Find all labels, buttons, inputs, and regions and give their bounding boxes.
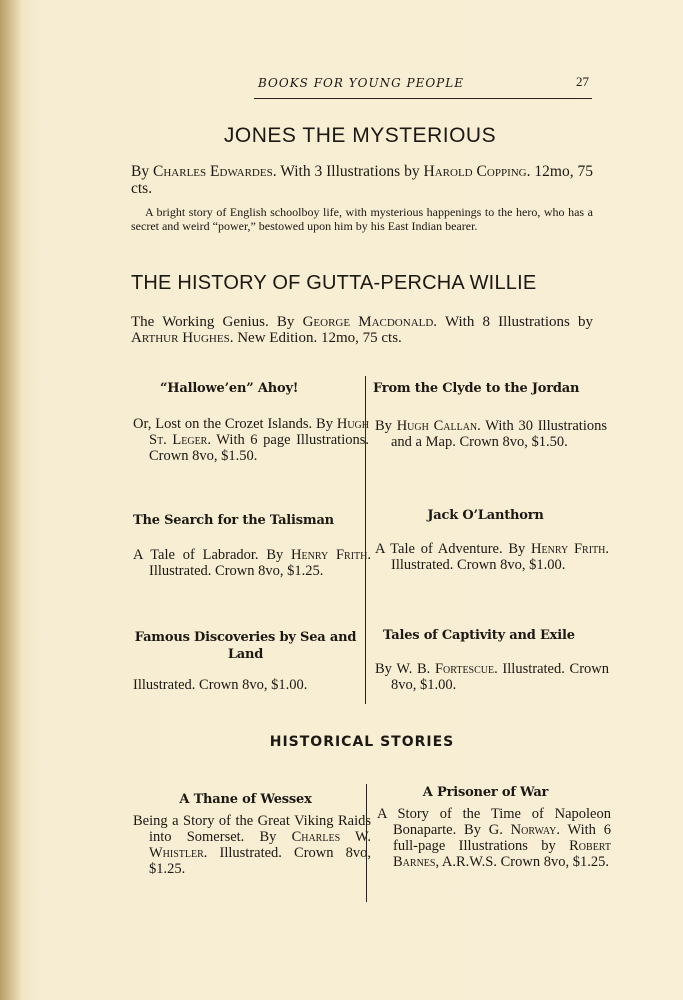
entry-text: . With 6 page Illustrations. Crown 8vo, $1.50. [149,432,370,464]
byline-illus: . With 3 Illustrations by [272,163,424,180]
header-rule [254,98,592,99]
page-spine-shadow [0,0,22,1000]
book-byline-jones [131,163,593,197]
book-details: . New Edition. 12mo, 75 cts. [229,330,402,346]
author-name: Norway [510,822,557,838]
page-number: 27 [576,74,589,89]
book-entry-jack-olanthorn [375,541,609,573]
byline-text: The Working Genius. By [131,314,303,330]
byline-text: . With 8 Illustrations by [433,314,593,330]
entry-text: . Illustrated. Crown 8vo, $1.00. [391,661,609,693]
entry-text: A Story of the Time of Napoleon Bonaparte. By G. [377,806,611,838]
section-heading-historical-stories: HISTORICAL STORIES [269,734,455,750]
running-header-title: BOOKS FOR YOUNG PEOPLE [258,76,464,90]
entry-text: . With 30 Illustrations and a Map. Crown 8vo, $1.50. [391,418,607,450]
book-title-prisoner-of-war: A Prisoner of War [422,785,549,800]
illustrator-name: Harold [423,163,473,180]
author-name: Hugh Callan [396,418,478,434]
entry-text: A Tale of Labrador. By [133,547,292,563]
book-title-famous-discoveries: Famous Discoveries by Sea and Land [134,630,357,662]
book-entry-search-talisman [133,547,371,579]
book-entry-prisoner-of-war [377,806,611,870]
entry-text: Being a Story of the Great Viking Raids into Somerset. By [133,813,371,845]
illustrator-name: Arthur Hughes [131,330,230,346]
book-entry-clyde-jordan [375,418,607,450]
byline-prefix: By [131,163,154,180]
book-byline-gutta-percha [131,314,593,346]
book-title-halloween-ahoy: “Hallowe’en” Ahoy! [160,381,299,396]
book-title-gutta-percha: THE HISTORY OF GUTTA-PERCHA WILLIE [131,272,537,294]
book-entry-tales-captivity [375,661,609,693]
author-name: George Macdonald [302,314,434,330]
book-title-search-talisman: The Search for the Talisman [133,513,334,528]
book-title-thane-wessex: A Thane of Wessex [179,792,312,807]
entry-text: Illustrated. Crown 8vo, $1.00. [133,677,308,693]
author-name: Henry Frith [291,547,368,563]
book-description-jones: A bright story of English schoolboy life, with mysterious happenings to the hero, who has a secret and weird “power,” bestowed upon him by his East Indian bearer. [131,205,593,233]
book-title-jones: JONES THE MYSTERIOUS [223,124,497,147]
author-name: Charles Edwardes [153,163,273,180]
entry-text: . Illustrated. Crown 8vo, $1.00. [391,541,609,573]
illustrator-surname: Copping [476,163,527,180]
entry-text: . Illustrated. Crown 8vo, $1.25. [149,547,371,579]
illustrator-name: Robert Barnes [393,838,611,870]
entry-text: . With 6 full-page Illustrations by [393,822,611,854]
author-name: Henry Frith [531,541,606,557]
book-details: . 12mo, 75 cts. [131,163,594,197]
book-title-tales-captivity: Tales of Captivity and Exile [383,628,575,643]
book-entry-famous-discoveries [133,677,358,693]
book-entry-halloween-ahoy [133,416,369,464]
author-name: Hugh St. Leger [149,416,369,448]
entry-text: By [375,418,397,434]
entry-text: By W. B. [375,661,435,677]
author-name: Charles W. Whistler [149,829,372,861]
entry-text: , A.R.W.S. Crown 8vo, $1.25. [435,854,609,870]
author-name: Fortescue [434,661,495,677]
entry-text: Or, Lost on the Crozet Islands. By [133,416,337,432]
entry-text: . Illustrated. Crown 8vo, $1.25. [149,845,371,877]
book-entry-thane-wessex [133,813,371,877]
book-title-clyde-jordan: From the Clyde to the Jordan [373,381,580,396]
entry-text: A Tale of Adventure. By [375,541,532,557]
book-title-jack-olanthorn: Jack O’Lanthorn [427,508,544,523]
